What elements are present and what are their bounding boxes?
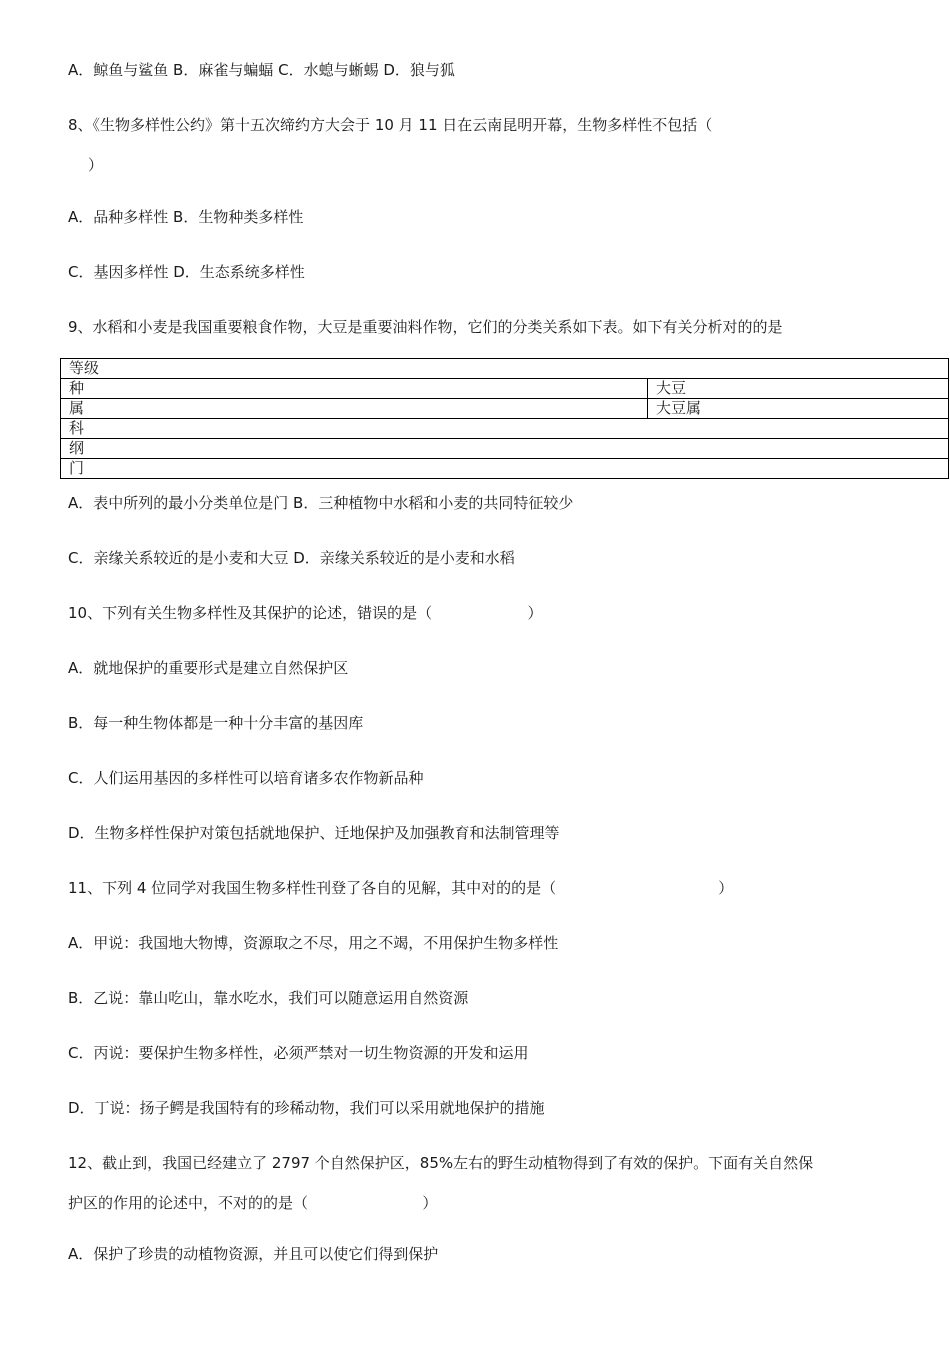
q10-stem: 10、下列有关生物多样性及其保护的论述，错误的是（ ）	[68, 604, 543, 622]
q9-options-ab: A．表中所列的最小分类单位是门 B．三种植物中水稻和小麦的共同特征较少	[68, 494, 574, 512]
table-cell-level: 属	[61, 399, 648, 419]
q12-option-a: A．保护了珍贵的动植物资源，并且可以使它们得到保护	[68, 1245, 439, 1263]
q9-options-cd: C．亲缘关系较近的是小麦和大豆 D．亲缘关系较近的是小麦和水稻	[68, 549, 515, 567]
q7-options: A．鲸鱼与鲨鱼 B．麻雀与蝙蝠 C．水螅与蜥蜴 D．狼与狐	[68, 61, 455, 79]
table-row	[61, 419, 949, 439]
table-row	[61, 439, 949, 459]
table-cell-value: 大豆	[648, 379, 949, 399]
q8-options-cd: C．基因多样性 D．生态系统多样性	[68, 263, 305, 281]
q10-option-a: A．就地保护的重要形式是建立自然保护区	[68, 659, 349, 677]
q8-stem: 8、《生物多样性公约》第十五次缔约方大会于 10 月 11 日在云南昆明开幕，生物多样性不包括（	[68, 116, 713, 134]
classification-table	[60, 358, 949, 479]
q11-option-d: D．丁说：扬子鳄是我国特有的珍稀动物，我们可以采用就地保护的措施	[68, 1099, 545, 1117]
q12-stem-line1: 12、截止到，我国已经建立了 2797 个自然保护区，85%左右的野生动植物得到了有效的保护。下面有关自然保	[68, 1154, 814, 1172]
q8-options-ab: A．品种多样性 B．生物种类多样性	[68, 208, 304, 226]
table-row	[61, 379, 949, 399]
table-cell-level: 科	[61, 419, 949, 439]
q11-option-a: A．甲说：我国地大物博，资源取之不尽，用之不竭，不用保护生物多样性	[68, 934, 559, 952]
q9-stem: 9、水稻和小麦是我国重要粮食作物，大豆是重要油料作物，它们的分类关系如下表。如下有关分析对的的是	[68, 318, 783, 336]
table-header-cell: 等级	[61, 359, 949, 379]
q11-option-c: C．丙说：要保护生物多样性，必须严禁对一切生物资源的开发和运用	[68, 1044, 529, 1062]
table-row	[61, 399, 949, 419]
table-header-row	[61, 359, 949, 379]
q10-option-c: C．人们运用基因的多样性可以培育诸多农作物新品种	[68, 769, 424, 787]
q10-option-d: D．生物多样性保护对策包括就地保护、迁地保护及加强教育和法制管理等	[68, 824, 560, 842]
q12-stem-line2: 护区的作用的论述中，不对的的是（ ）	[68, 1194, 438, 1212]
q8-paren: ）	[88, 156, 104, 174]
table-cell-level: 门	[61, 459, 949, 479]
q10-option-b: B．每一种生物体都是一种十分丰富的基因库	[68, 714, 364, 732]
table-cell-value: 大豆属	[648, 399, 949, 419]
table-cell-level: 种	[61, 379, 648, 399]
table-row	[61, 459, 949, 479]
q11-stem: 11、下列 4 位同学对我国生物多样性刊登了各自的见解，其中对的的是（ ）	[68, 879, 734, 897]
table-cell-level: 纲	[61, 439, 949, 459]
q11-option-b: B．乙说：靠山吃山，靠水吃水，我们可以随意运用自然资源	[68, 989, 469, 1007]
